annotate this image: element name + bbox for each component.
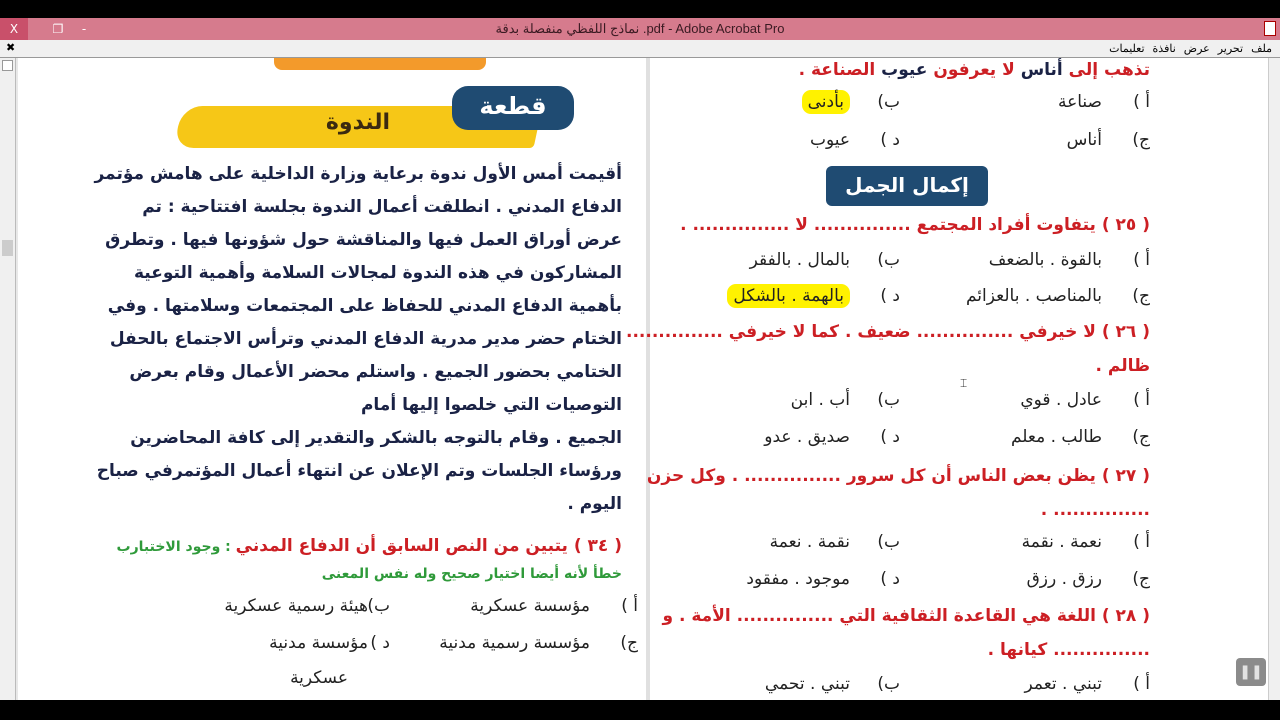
option-letter-b: ب) [877, 390, 900, 410]
menu-window[interactable]: نافذة [1152, 43, 1176, 55]
passage-line: الدفاع المدني . انطلقت أعمال الندوة بجلسة افتتاحية : تم [142, 197, 622, 217]
restore-button[interactable]: ❐ [52, 22, 64, 36]
option-letter-d: د ) [880, 286, 900, 306]
option-d-cont: عسكرية [290, 668, 348, 688]
option-letter-d: د ) [370, 633, 390, 653]
answer-note: : وجود الاختبارب [116, 539, 236, 555]
option-a: عادل . قوي [1020, 390, 1102, 410]
orange-banner [274, 58, 486, 70]
passage-line: اليوم . [567, 494, 622, 514]
passage-title: الندوة [325, 110, 391, 135]
option-letter-c: ج) [1132, 427, 1150, 447]
option-c: مؤسسة رسمية مدنية [439, 633, 590, 653]
option-letter-d: د ) [880, 130, 900, 150]
option-letter-a: أ ) [1133, 92, 1150, 112]
left-page [18, 58, 646, 700]
option-a: تبني . تعمر [1024, 674, 1102, 694]
passage-line: التوصيات التي خلصوا إليها أمام [360, 395, 622, 415]
close-button[interactable]: X [0, 18, 28, 40]
passage-line: ورؤساء الجلسات وتم الإعلان عن انتهاء أعمال المؤتمرفي صباح [96, 461, 622, 481]
option-letter-c: ج) [1132, 130, 1150, 150]
option-b: أب . ابن [790, 390, 850, 410]
option-letter-b: ب) [877, 532, 900, 552]
option-d: صديق . عدو [764, 427, 850, 447]
question-28-cont: ............... كيانها . [987, 640, 1150, 660]
bottom-bar [0, 700, 1280, 720]
question-34-text: ( ٣٤ ) يتبين من النص السابق أن الدفاع المدني [235, 536, 622, 556]
menu-edit[interactable]: تحرير [1217, 43, 1244, 55]
option-b: تبني . تحمي [764, 674, 850, 694]
menu-view[interactable]: عرض [1183, 43, 1210, 55]
acrobat-icon [1264, 21, 1276, 36]
option-a: نعمة . نقمة [1021, 532, 1102, 552]
option-letter-c: ج) [620, 633, 638, 653]
option-a: مؤسسة عسكرية [470, 596, 590, 616]
question-27: ( ٢٧ ) يظن بعض الناس أن كل سرور ............... . وكل حزن [646, 466, 1150, 486]
option-c: أناس [1066, 130, 1102, 150]
option-letter-d: د ) [880, 427, 900, 447]
option-letter-a: أ ) [1133, 532, 1150, 552]
left-scrollbar[interactable] [0, 58, 16, 700]
text-cursor-icon: ⌶ [960, 376, 968, 390]
option-letter-c: ج) [1132, 569, 1150, 589]
title-bar [0, 18, 1280, 40]
question-26: ( ٢٦ ) لا خيرفي ............... ضعيف . كما لا خيرفي ............... [625, 322, 1150, 342]
menu-bar [0, 40, 1280, 58]
question-28: ( ٢٨ ) اللغة هي القاعدة الثقافية التي ............... الأمة . و [662, 606, 1150, 626]
option-a: بالقوة . بالضعف [988, 250, 1102, 270]
option-d: مؤسسة مدنية [269, 633, 368, 653]
option-letter-d: د ) [880, 569, 900, 589]
pause-icon[interactable]: ❚❚ [1236, 658, 1266, 686]
option-c: بالمناصب . بالعزائم [965, 286, 1102, 306]
option-a: صناعة [1057, 92, 1102, 112]
right-scrollbar[interactable] [1268, 58, 1280, 700]
option-d: عيوب [809, 130, 850, 150]
option-letter-b: ب) [367, 596, 390, 616]
question-26-cont: ظالم . [1095, 356, 1150, 376]
question-24-tail: تذهب إلى أناس لا يعرفون عيوب الصناعة . [798, 60, 1150, 80]
close-doc-icon[interactable]: ✖ [6, 42, 16, 54]
option-letter-c: ج) [1132, 286, 1150, 306]
option-letter-b: ب) [877, 92, 900, 112]
passage-line: الختام حضر مدير مدرية الدفاع المدني وترأس الاجتماع بالحفل [109, 329, 622, 349]
passage-badge: قطعة [452, 86, 574, 130]
option-letter-a: أ ) [621, 596, 638, 616]
right-page [625, 58, 1268, 700]
question-34 [117, 536, 622, 556]
option-letter-a: أ ) [1133, 250, 1150, 270]
option-letter-a: أ ) [1133, 674, 1150, 694]
option-d: موجود . مفقود [746, 569, 850, 589]
option-c: رزق . رزق [1026, 569, 1102, 589]
option-letter-a: أ ) [1133, 390, 1150, 410]
passage-line: بأهمية الدفاع المدني للحفاظ على المجتمعات وسلامتها . وفي [107, 296, 622, 316]
passage-line: المشاركون في هذه الندوة لمجالات السلامة وأهمية التوعية [133, 263, 622, 283]
question-25: ( ٢٥ ) يتفاوت أفراد المجتمع ............... لا ............... . [680, 215, 1150, 235]
question-27-cont: ............... . [1040, 500, 1150, 520]
passage-line: الختامي بحضور الجميع . واستلم محضر الأعمال وقام بعرض [129, 362, 622, 382]
passage-line: أقيمت أمس الأول ندوة برعاية وزارة الداخلية على هامش مؤتمر [94, 164, 622, 184]
minimize-button[interactable]: - [81, 22, 87, 36]
answer-note-2: خطأ لأنه أيضا اختيار صحيح وله نفس المعنى [321, 566, 622, 582]
passage-line: الجميع . وقام بالتوجه بالشكر والتقدير إلى كافة المحاضرين [130, 428, 622, 448]
section-badge: إكمال الجمل [826, 166, 988, 206]
option-b: نقمة . نعمة [769, 532, 850, 552]
window-title: نماذج اللفظي منفصلة بدقة .pdf - Adobe Acrobat Pro [495, 21, 785, 36]
menu-file[interactable]: ملف [1251, 43, 1272, 55]
option-b: بالمال . بالفقر [749, 250, 850, 270]
passage-line: عرض أوراق العمل فيها والمناقشة حول شؤونها فيها . وتطرق [105, 230, 622, 250]
document-area [0, 58, 1280, 700]
option-letter-b: ب) [877, 674, 900, 694]
option-b: هيئة رسمية عسكرية [224, 596, 368, 616]
option-b: بأدنى [802, 90, 850, 114]
option-d: بالهمة . بالشكل [727, 284, 850, 308]
menu-help[interactable]: تعليمات [1109, 43, 1145, 55]
option-letter-b: ب) [877, 250, 900, 270]
option-c: طالب . معلم [1010, 427, 1102, 447]
